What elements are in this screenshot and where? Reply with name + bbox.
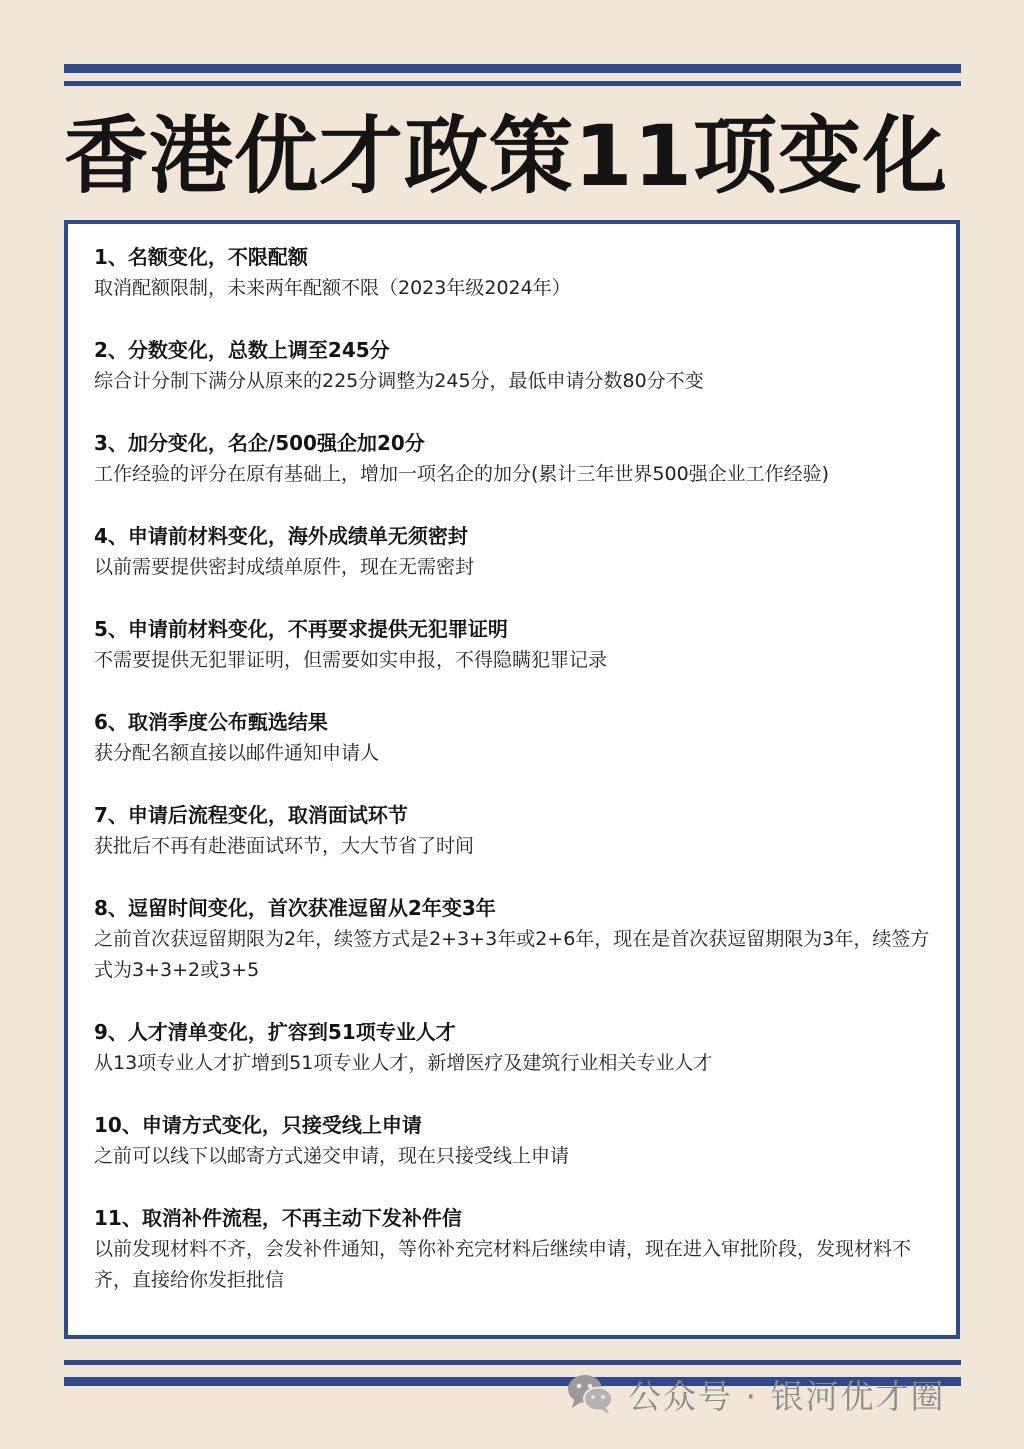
wechat-icon [566,1372,614,1416]
item-heading: 11、取消补件流程，不再主动下发补件信 [94,1206,462,1230]
list-item [94,800,940,862]
item-heading: 8、逗留时间变化，首次获准逗留从2年变3年 [94,896,496,920]
item-heading: 9、人才清单变化，扩容到51项专业人才 [94,1020,456,1044]
list-item [94,1203,940,1296]
item-description: 不需要提供无犯罪证明，但需要如实申报，不得隐瞒犯罪记录 [94,649,608,671]
top-rule-thick [64,64,961,73]
item-heading: 7、申请后流程变化，取消面试环节 [94,803,408,827]
list-item [94,1110,940,1172]
item-heading: 1、名额变化，不限配额 [94,245,308,269]
item-description: 从13项专业人才扩增到51项专业人才，新增医疗及建筑行业相关专业人才 [94,1052,713,1074]
watermark [566,1368,945,1420]
item-description: 综合计分制下满分从原来的225分调整为245分，最低申请分数80分不变 [94,370,704,392]
item-heading: 6、取消季度公布甄选结果 [94,710,328,734]
item-heading: 3、加分变化，名企/500强企加20分 [94,431,425,455]
watermark-text: 公众号 · 银河优才圈 [628,1376,946,1416]
list-item [94,707,940,769]
list-item [94,893,940,986]
item-description: 获批后不再有赴港面试环节，大大节省了时间 [94,835,475,857]
list-item [94,521,940,583]
list-item [94,428,940,490]
bottom-rule-thin [64,1360,961,1365]
list-item [94,1017,940,1079]
item-description: 以前发现材料不齐，会发补件通知，等你补充完材料后继续申请，现在进入审批阶段，发现材料不齐，直接给你发拒批信 [94,1238,912,1291]
list-item [94,242,940,304]
item-heading: 5、申请前材料变化，不再要求提供无犯罪证明 [94,617,508,641]
item-description: 以前需要提供密封成绩单原件，现在无需密封 [94,556,475,578]
item-description: 取消配额限制，未来两年配额不限（2023年级2024年） [94,277,571,299]
item-description: 获分配名额直接以邮件通知申请人 [94,742,380,764]
item-heading: 2、分数变化，总数上调至245分 [94,338,390,362]
item-description: 之前可以线下以邮寄方式递交申请，现在只接受线上申请 [94,1145,570,1167]
list-item [94,614,940,676]
content-card [64,220,960,1339]
top-rule-thin [64,81,961,86]
page-title: 香港优才政策11项变化 [64,107,948,205]
item-heading: 10、申请方式变化，只接受线上申请 [94,1113,422,1137]
list-item [94,335,940,397]
policy-list [94,242,940,1296]
item-heading: 4、申请前材料变化，海外成绩单无须密封 [94,524,468,548]
item-description: 工作经验的评分在原有基础上，增加一项名企的加分(累计三年世界500强企业工作经验) [94,463,830,485]
item-description: 之前首次获逗留期限为2年，续签方式是2+3+3年或2+6年，现在是首次获逗留期限为3年，续签方式为3+3+2或3+5 [94,928,930,981]
